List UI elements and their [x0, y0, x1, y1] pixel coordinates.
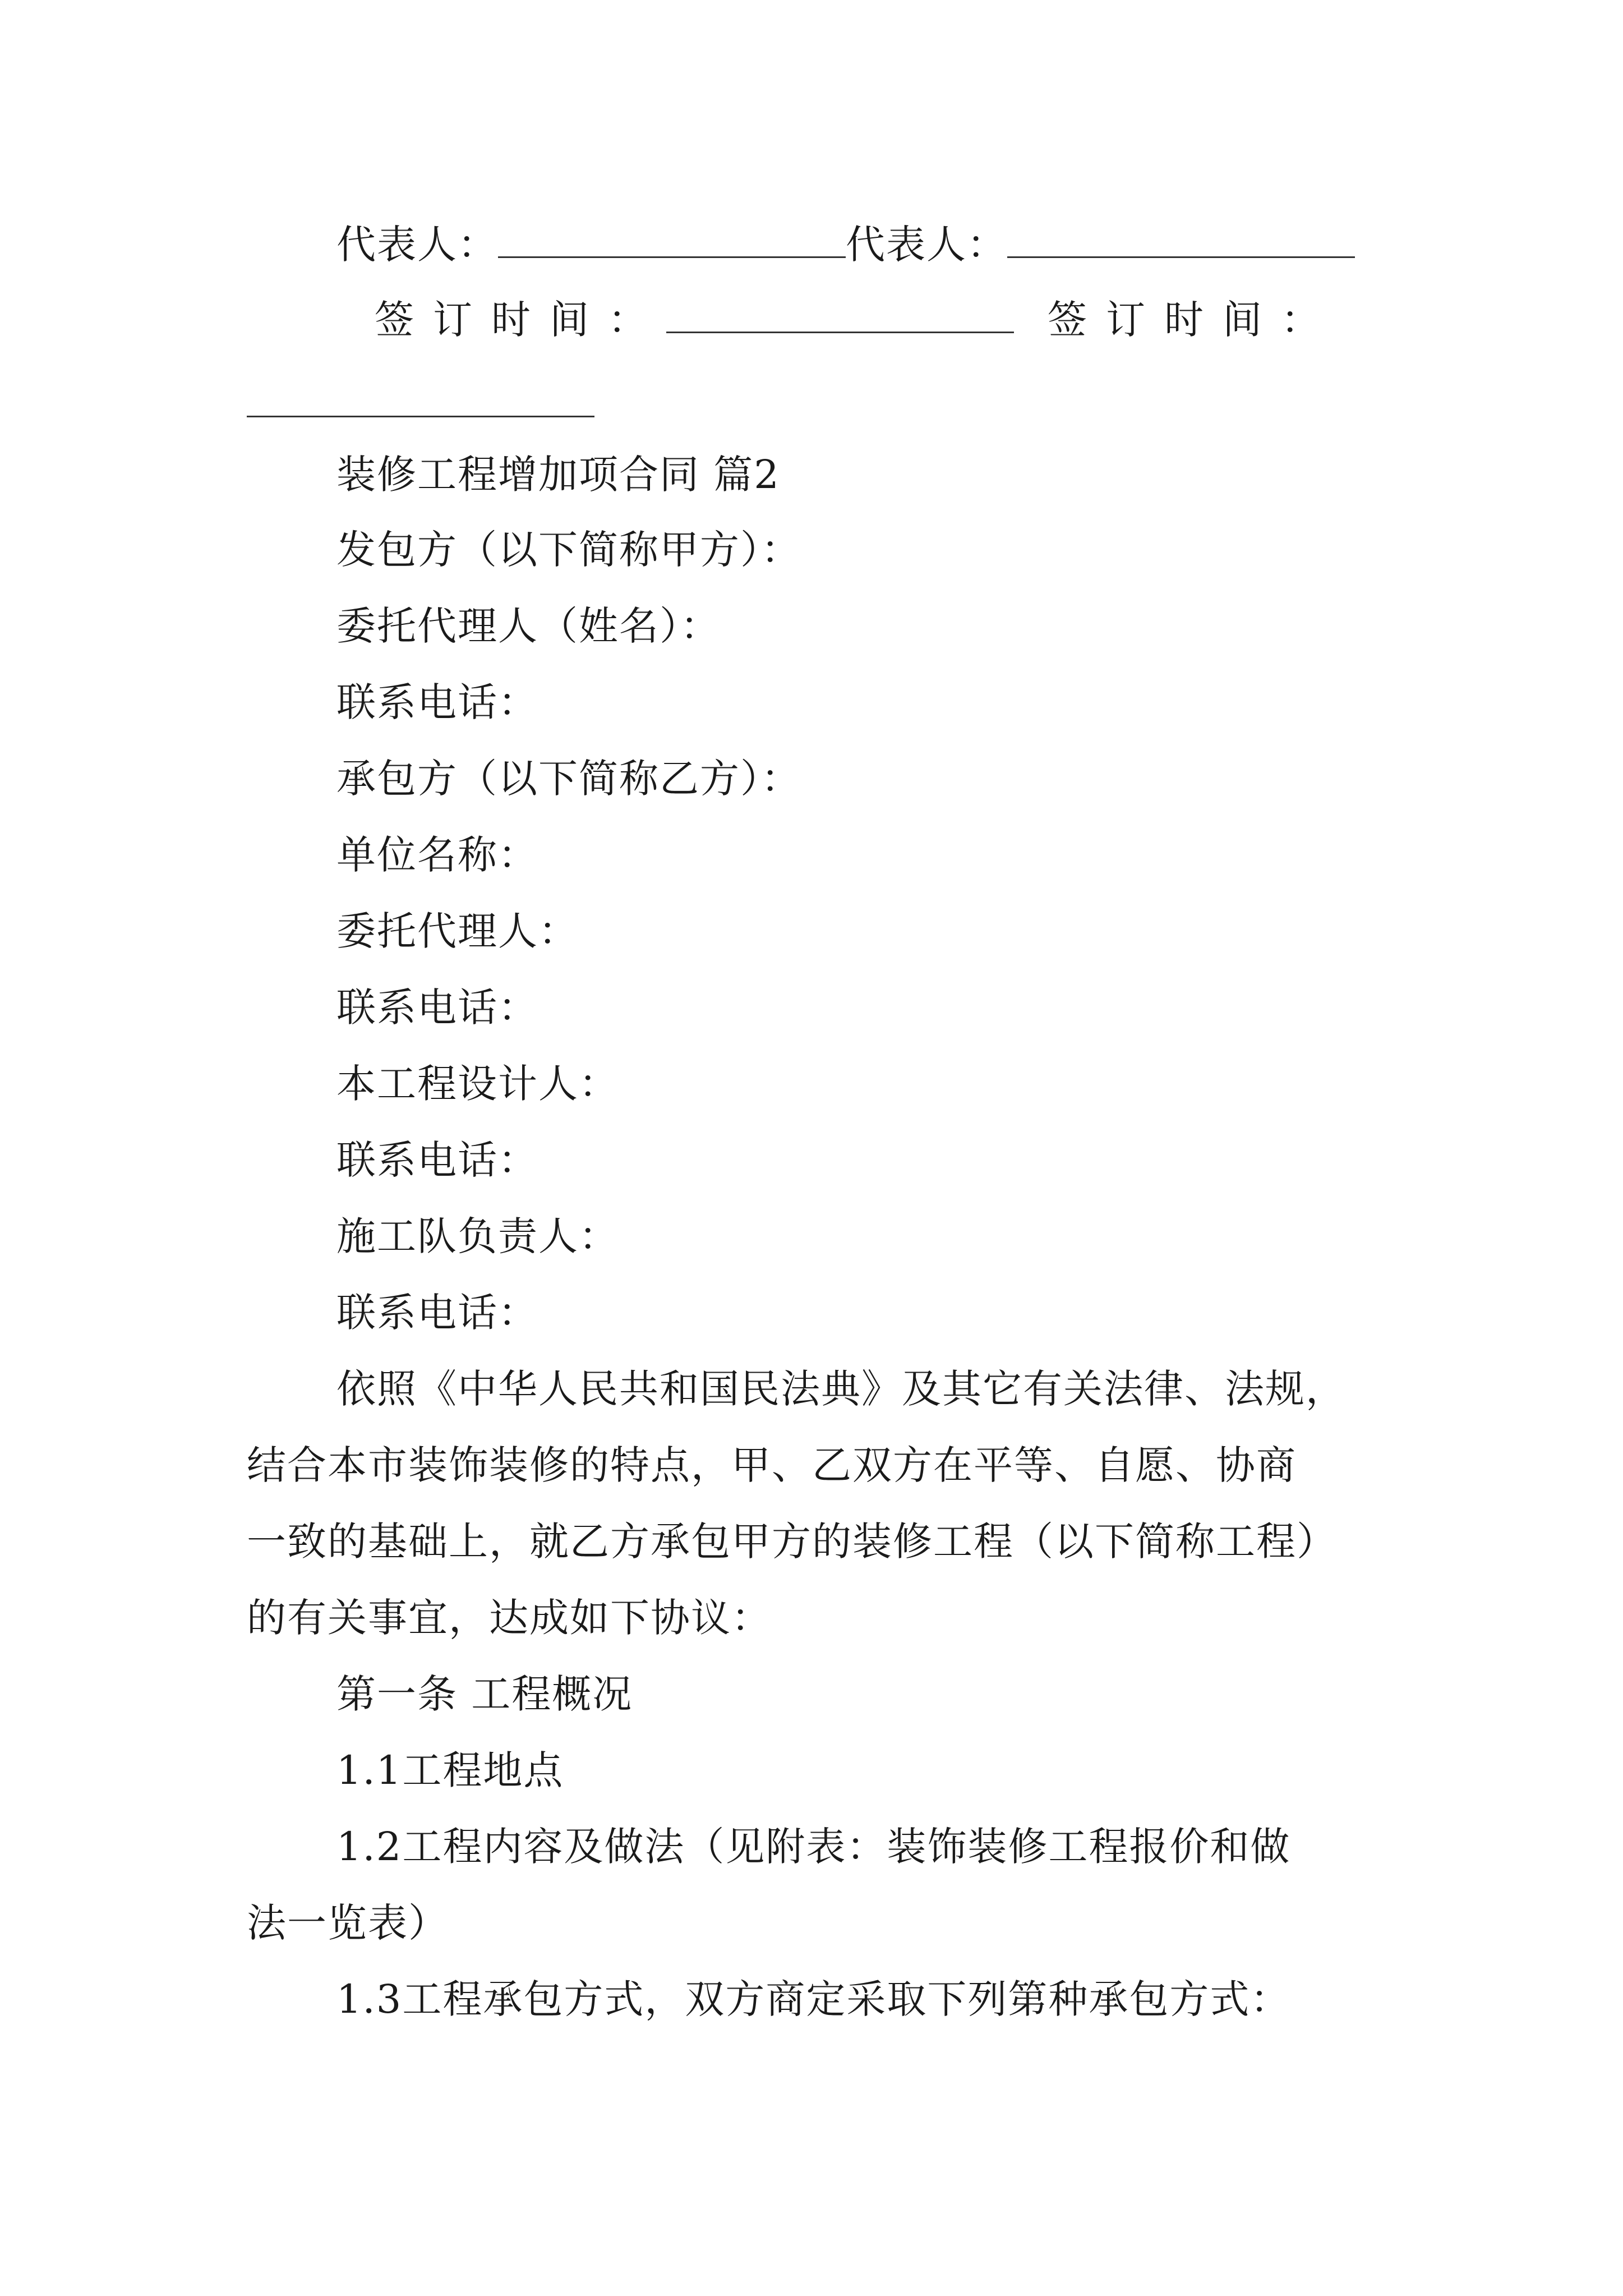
designer-line: 本工程设计人：	[336, 1061, 619, 1107]
sign-time-row	[375, 292, 1339, 348]
employer-line: 发包方（以下简称甲方）：	[336, 527, 801, 573]
representative-blank-a	[498, 223, 846, 258]
company-name-line: 单位名称：	[336, 832, 538, 878]
contractor-agent-line: 委托代理人：	[336, 908, 579, 954]
representative-blank-b	[1007, 223, 1355, 258]
contractor-line: 承包方（以下简称乙方）：	[336, 756, 801, 802]
item-1-2-line-2: 法一览表）	[247, 1900, 449, 1946]
sign-time-label-b: 签订时间：	[1048, 297, 1339, 343]
sign-time-label-a: 签订时间：	[375, 297, 666, 343]
representative-label-a: 代表人：	[336, 222, 498, 268]
intro-paragraph-line-3: 一致的基础上，就乙方承包甲方的装修工程（以下简称工程）	[247, 1519, 1337, 1565]
item-1-3: 1.3工程承包方式，双方商定采取下列第种承包方式：	[336, 1976, 1291, 2022]
crew-leader-phone-line: 联系电话：	[336, 1290, 538, 1336]
representative-label-b: 代表人：	[846, 222, 1007, 268]
designer-phone-line: 联系电话：	[336, 1137, 538, 1183]
intro-paragraph-line-4: 的有关事宜，达成如下协议：	[247, 1595, 772, 1641]
representative-row	[336, 217, 1355, 273]
sign-time-blank-b	[247, 382, 594, 417]
sign-time-blank-row	[247, 376, 594, 432]
item-1-2-line-1: 1.2工程内容及做法（见附表：装饰装修工程报价和做	[336, 1824, 1291, 1870]
section-title: 装修工程增加项合同 篇2	[336, 452, 780, 498]
employer-phone-line: 联系电话：	[336, 679, 538, 725]
employer-agent-line: 委托代理人（姓名）：	[336, 603, 721, 649]
sign-time-blank-a	[666, 298, 1014, 333]
item-1-1: 1.1工程地点	[336, 1747, 564, 1793]
article-1-title: 第一条 工程概况	[336, 1671, 633, 1717]
intro-paragraph-line-2: 结合本市装饰装修的特点，甲、乙双方在平等、自愿、协商	[247, 1442, 1297, 1488]
crew-leader-line: 施工队负责人：	[336, 1213, 619, 1259]
intro-paragraph-line-1: 依照《中华人民共和国民法典》及其它有关法律、法规，	[336, 1366, 1346, 1412]
contractor-phone-line: 联系电话：	[336, 984, 538, 1030]
